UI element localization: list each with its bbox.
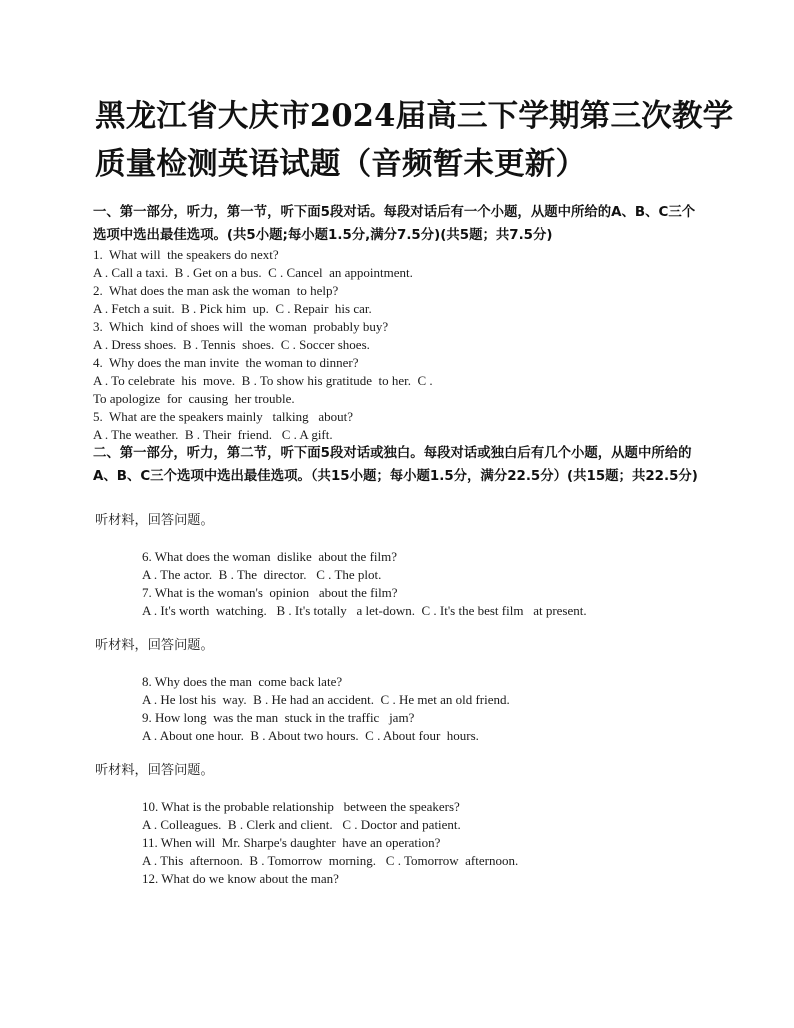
options-4: A . To celebrate his move. B . To show his gratitude to her. C . [93,373,433,388]
options-4-continued: To apologize for causing her trouble. [93,391,295,406]
options-8: A . He lost his way. B . He had an accident. C . He met an old friend. [142,692,510,707]
question-11: 11. When will Mr. Sharpe's daughter have an operation? [142,835,441,850]
options-10: A . Colleagues. B . Clerk and client. C . Doctor and patient. [142,817,461,832]
options-7: A . It's worth watching. B . It's totally a let-down. C . It's the best film at present. [142,603,587,618]
question-9: 9. How long was the man stuck in the traffic jam? [142,710,415,725]
question-3: 3. Which kind of shoes will the woman probably buy? [93,319,389,334]
question-4: 4. Why does the man invite the woman to dinner? [93,355,359,370]
question-8: 8. Why does the man come back late? [142,674,343,689]
question-7: 7. What is the woman's opinion about the film? [142,585,398,600]
listening-instruction: 听材料，回答问题。 [95,763,214,778]
options-3: A . Dress shoes. B . Tennis shoes. C . Soccer shoes. [93,337,370,352]
question-5: 5. What are the speakers mainly talking about? [93,409,354,424]
question-1: 1. What will the speakers do next? [93,247,279,262]
options-1: A . Call a taxi. B . Get on a bus. C . Cancel an appointment. [93,265,413,280]
options-2: A . Fetch a suit. B . Pick him up. C . Repair his car. [93,301,372,316]
options-5: A . The weather. B . Their friend. C . A gift. [93,427,333,442]
listening-instruction: 听材料，回答问题。 [95,638,214,653]
options-11: A . This afternoon. B . Tomorrow morning. C . Tomorrow afternoon. [142,853,519,868]
part1-heading: 一、第一部分，听力，第一节，听下面5段对话。每段对话后有一个小题，从题中所给的A、B、C三个选项中选出最佳选项。(共5小题;每小题1.5分,满分7.5分)(共5题；共7.5分) [93,205,696,243]
options-9: A . About one hour. B . About two hours. C . About four hours. [142,728,479,743]
question-6: 6. What does the woman dislike about the film? [142,549,398,564]
part2-heading: 二、第一部分，听力，第二节，听下面5段对话或独白。每段对话或独白后有几个小题，从题中所给的A、B、C三个选项中选出最佳选项。（共15小题；每小题1.5分，满分22.5分）(共15题；共22.5分) [93,446,698,484]
question-10: 10. What is the probable relationship between the speakers? [142,799,460,814]
options-6: A . The actor. B . The director. C . The plot. [142,567,382,582]
document-title: 黑龙江省大庆市2024届高三下学期第三次教学质量检测英语试题（音频暂未更新） [95,98,734,182]
listening-instruction: 听材料，回答问题。 [95,513,214,528]
question-2: 2. What does the man ask the woman to help? [93,283,339,298]
question-12: 12. What do we know about the man? [142,871,339,886]
